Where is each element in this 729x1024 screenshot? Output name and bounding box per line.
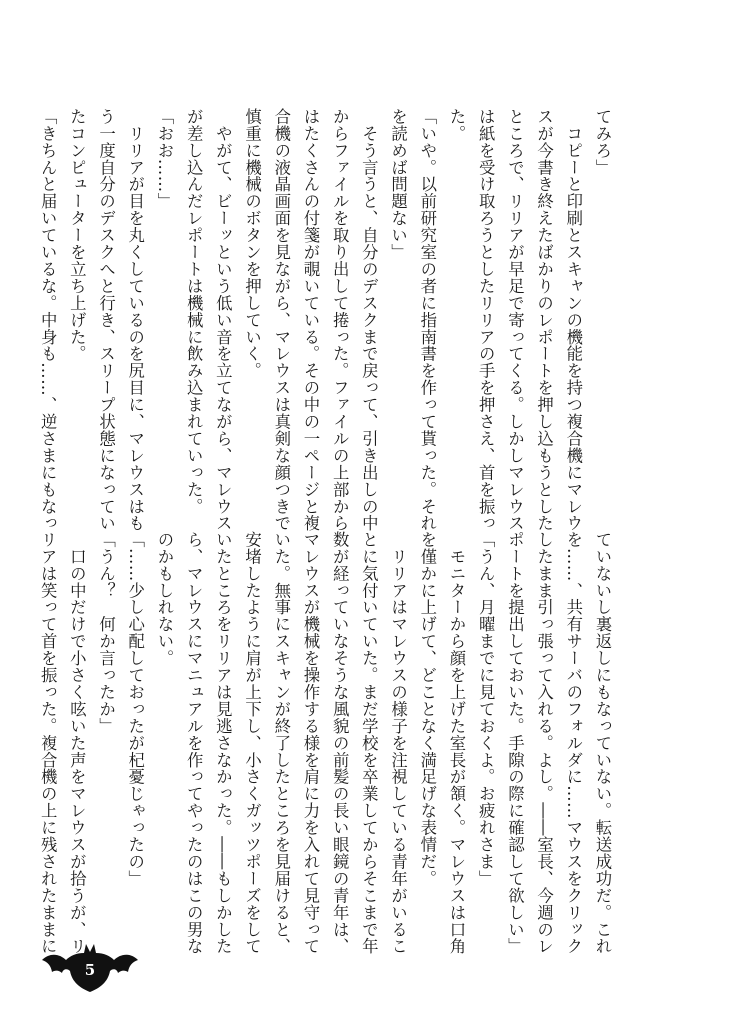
text-column: からファイルを取り出して捲った。ファイルの上部から	[330, 108, 350, 532]
text-column: たコンピューターを立ち上げた。	[67, 108, 87, 363]
text-column: を読めば問題ない」	[388, 108, 408, 261]
text-column: 「うん、月曜までに見ておくよ。お疲れさま」	[476, 531, 496, 887]
text-column: 慎重に機械のボタンを押していく。	[242, 108, 262, 380]
text-column: とに気付いていた。まだ学校を卒業してからそこまで年	[359, 531, 379, 955]
text-column: 「おお……」	[154, 108, 174, 210]
text-column: が差し込んだレポートは機械に飲み込まれていった。	[184, 108, 204, 515]
text-column: 安堵したように肩が上下し、小さくガッツポーズをして	[242, 531, 262, 955]
text-column: マレウスが機械を操作する様を肩に力を入れて見守って	[300, 531, 320, 955]
text-column: モニターから顔を上げた室長が頷く。マレウスは口角	[446, 531, 466, 955]
text-column: コピーと印刷とスキャンの機能を持つ複合機にマレウ	[563, 108, 583, 532]
text-column: 「……少し心配しておったが杞憂じゃったの」	[125, 531, 145, 887]
text-column: のかもしれない。	[154, 531, 174, 667]
text-column: したまま引っ張って入れる。よし。――室長、今週のレ	[534, 531, 554, 955]
text-column: 「うん？ 何か言ったか」	[96, 531, 116, 735]
text-column: リリアはマレウスの様子を注視している青年がいるこ	[388, 531, 408, 955]
text-column: 数が経っていなそうな風貌の前髪の長い眼鏡の青年は、	[330, 531, 350, 955]
text-column: スが今書き終えたばかりのレポートを押し込もうとした	[534, 108, 554, 532]
page-number: 5	[84, 961, 96, 979]
text-column: ていないし裏返しにもなっていない。転送成功だ。これ	[593, 531, 612, 955]
text-column: リアは笑って首を振った。複合機の上に残されたままに	[38, 531, 58, 955]
text-column: 「いや。以前研究室の者に指南書を作って貰った。それ	[417, 108, 437, 532]
text-column: いたところをリリアは見逃さなかった。――もしかした	[213, 531, 233, 955]
text-column: 「きちんと届いているな。中身も……、逆さまにもなっ	[38, 108, 58, 532]
text-column: ところで、リリアが早足で寄ってくる。しかしマレウス	[505, 108, 525, 532]
text-column: 口の中だけで小さく呟いた声をマレウスが拾うが、リ	[67, 531, 87, 955]
text-column: う一度自分のデスクへと行き、スリープ状態になってい	[96, 108, 116, 532]
text-column: はたくさんの付箋が覗いている。その中の一ページと複	[300, 108, 320, 532]
text-column: は紙を受け取ろうとしたリリアの手を押さえ、首を振っ	[476, 108, 496, 532]
text-column: 合機の液晶画面を見ながら、マレウスは真剣な顔つきで	[271, 108, 291, 532]
text-column: リリアが目を丸くしているのを尻目に、マレウスはも	[125, 108, 145, 532]
text-column: ポートを提出しておいた。手隙の際に確認して欲しい」	[505, 531, 525, 955]
text-block-upper	[38, 108, 617, 532]
text-column: ら、マレウスにマニュアルを作ってやったのはこの男な	[184, 531, 204, 955]
text-column: を僅かに上げて、どことなく満足げな表情だ。	[417, 531, 437, 887]
text-column: そう言うと、自分のデスクまで戻って、引き出しの中	[359, 108, 379, 532]
text-column: やがて、ビーッという低い音を立てながら、マレウス	[213, 108, 233, 532]
text-column: た。	[446, 108, 466, 142]
text-column: いた。無事にスキャンが終了したところを見届けると、	[271, 531, 291, 955]
text-column: てみろ」	[593, 108, 612, 176]
text-column: を……、共有サーバのフォルダに……マウスをクリック	[563, 531, 583, 955]
text-block-lower	[38, 531, 617, 955]
